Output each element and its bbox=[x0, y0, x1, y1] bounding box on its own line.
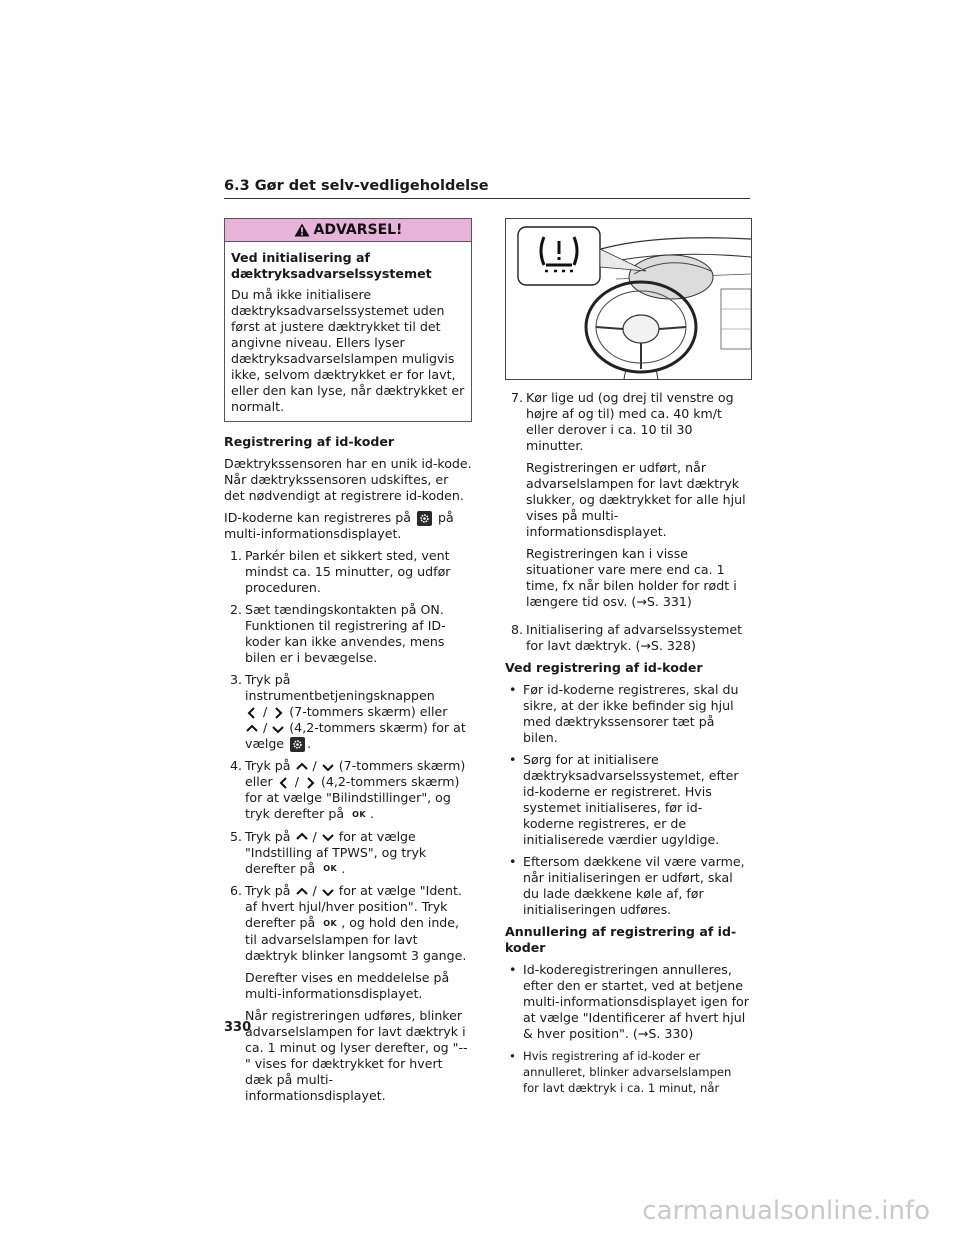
chevron-up-icon bbox=[245, 722, 259, 736]
chevron-up-icon bbox=[295, 760, 309, 774]
step-5: 5. Tryk på / for at vælge "Indstilling af TPWS", og tryk derefter på OK . bbox=[229, 828, 427, 876]
heading-cancel-registration: Annullering af registrering af id-koder bbox=[505, 924, 737, 955]
step-7-note-1: Registreringen er udført, når advarselslampen for lavt dæktryk slukker, og dæktrykket for alle hjul vises på multi-informationsdisplayet. bbox=[526, 460, 746, 539]
warning-label: ADVARSEL! bbox=[313, 222, 403, 238]
ok-icon: OK bbox=[352, 809, 367, 819]
chevron-right-icon bbox=[303, 776, 317, 790]
watermark: carmanualsonline.info bbox=[642, 1196, 930, 1226]
tpms-dashboard-illustration bbox=[505, 218, 752, 380]
step-4: 4. Tryk på / (7-tommers skærm) eller / (4,2-tommers skærm) for at vælge "Bilindstillinger", og tryk derefter på OK . bbox=[229, 758, 466, 821]
step-6-note-2: Når registreringen udføres, blinker advarselslampen for lavt dæktryk i ca. 1 minut og lyser derefter, og "--" vises for dæktrykket for hvert dæk på multi-informationsdisplayet. bbox=[245, 1007, 468, 1103]
right-column bbox=[505, 218, 750, 1102]
step-1: 1. Parkér bilen et sikkert sted, vent mindst ca. 15 minutter, og udfør proceduren. bbox=[229, 548, 451, 595]
list-item: • Sørg for at initialisere dæktryksadvarselssystemet, efter id-koderne er registreret. Hvis systemet initialiseres, før id-koderne registreres, er de initialiserede værdier ugyldige. bbox=[509, 752, 739, 847]
chevron-down-icon bbox=[321, 830, 335, 844]
warning-box bbox=[224, 218, 472, 422]
chevron-up-icon bbox=[295, 830, 309, 844]
step-8: 8. Initialisering af advarselssystemet for lavt dæktryk. (→S. 328) bbox=[510, 622, 743, 653]
step-7: 7. Kør lige ud (og drej til venstre og højre af og til) med ca. 40 km/t eller derover i ca. 10 til 30 minutter. Registreringen er udført, når advarselslampen for lavt dæktryk slukker, og dæktrykket for alle hjul vises på multi-informationsdisplayet. Registreringen kan i visse situationer vare mere end ca. 1 time, fx når bilen holder for rødt i længere tid osv. (→S. 331) bbox=[505, 390, 750, 616]
chevron-left-icon bbox=[245, 706, 259, 720]
step-2: 2. Sæt tændingskontakten på ON. Funktionen til registrering af ID-koder kan ikke anvendes, mens bilen er i bevægelse. bbox=[229, 602, 446, 665]
chevron-left-icon bbox=[277, 776, 291, 790]
step-3: 3. Tryk på instrumentbetjeningsknappen / (7-tommers skærm) eller / (4,2-tommers skærm) for at vælge . bbox=[229, 672, 466, 751]
chevron-right-icon bbox=[271, 706, 285, 720]
chevron-down-icon bbox=[321, 760, 335, 774]
ok-icon: OK bbox=[323, 918, 338, 928]
warning-triangle-icon bbox=[294, 223, 310, 237]
ok-icon: OK bbox=[323, 864, 338, 873]
section-header: 6.3 Gør det selv-vedligeholdelse bbox=[224, 178, 750, 199]
settings-gear-icon bbox=[290, 737, 305, 752]
warning-title: Ved initialisering af dæktryksadvarselssystemet bbox=[231, 250, 432, 281]
heading-registration: Registrering af id-koder bbox=[224, 434, 395, 449]
left-column bbox=[224, 218, 472, 1116]
heading-id-registration: Ved registrering af id-koder bbox=[505, 660, 703, 675]
chevron-up-icon bbox=[295, 885, 309, 899]
step-6-note-1: Derefter vises en meddelelse på multi-informationsdisplayet. bbox=[245, 969, 450, 1001]
intro-paragraph-2: ID-koderne kan registreres på på multi-informationsdisplayet. bbox=[224, 510, 454, 541]
list-item: • Eftersom dækkene vil være varme, når initialiseringen er udført, skal du lade dækkene køle af, før initialiseringen udføres. bbox=[509, 854, 745, 917]
chevron-down-icon bbox=[321, 885, 335, 899]
step-6: 6. Tryk på / for at vælge "Ident. af hvert hjul/hver position". Tryk derefter på OK , og hold den inde, til advarselslampen for lavt dæktryk blinker langsomt 3 gange. Derefter vises en meddelelse på multi-informationsdisplayet. Når registreringen udføres, blinker advarselslampen for lavt dæktryk i ca. 1 minut og lyser derefter, og "--" vises for dæktrykket for hvert dæk på multi-informationsdisplayet. bbox=[224, 883, 472, 1110]
page-number: 330 bbox=[224, 1020, 252, 1035]
step-7-note-2: Registreringen kan i visse situationer vare mere end ca. 1 time, fx når bilen holder for rødt i længere tid osv. (→S. 331) bbox=[526, 546, 737, 609]
list-item: • Id-koderegistreringen annulleres, efter den er startet, ved at betjene multi-informationsdisplayet igen for at vælge "Identificerer af hvert hjul & hver position". (→S. 330) bbox=[509, 962, 749, 1041]
warning-text: Du må ikke initialisere dæktryksadvarselssystemet uden først at justere dæktrykket til det angivne niveau. Ellers lyser dæktryksadvarselslampen muligvis ikke, selvom dæktrykket er for lavt, eller den kan lyse, når dæktrykket er normalt. bbox=[231, 287, 465, 414]
settings-gear-icon bbox=[417, 511, 432, 526]
list-item: • Før id-koderne registreres, skal du sikre, at der ikke befinder sig hjul med dæktrykssensorer tæt på bilen. bbox=[509, 682, 739, 745]
intro-paragraph: Dæktrykssensoren har en unik id-kode. Når dæktrykssensoren udskiftes, er det nødvendigt at registrere id-koden. bbox=[224, 456, 472, 503]
chevron-down-icon bbox=[271, 722, 285, 736]
warning-header bbox=[225, 219, 471, 242]
list-item: • Hvis registrering af id-koder er annulleret, blinker advarselslampen for lavt dæktryk i ca. 1 minut, når bbox=[509, 1049, 732, 1095]
